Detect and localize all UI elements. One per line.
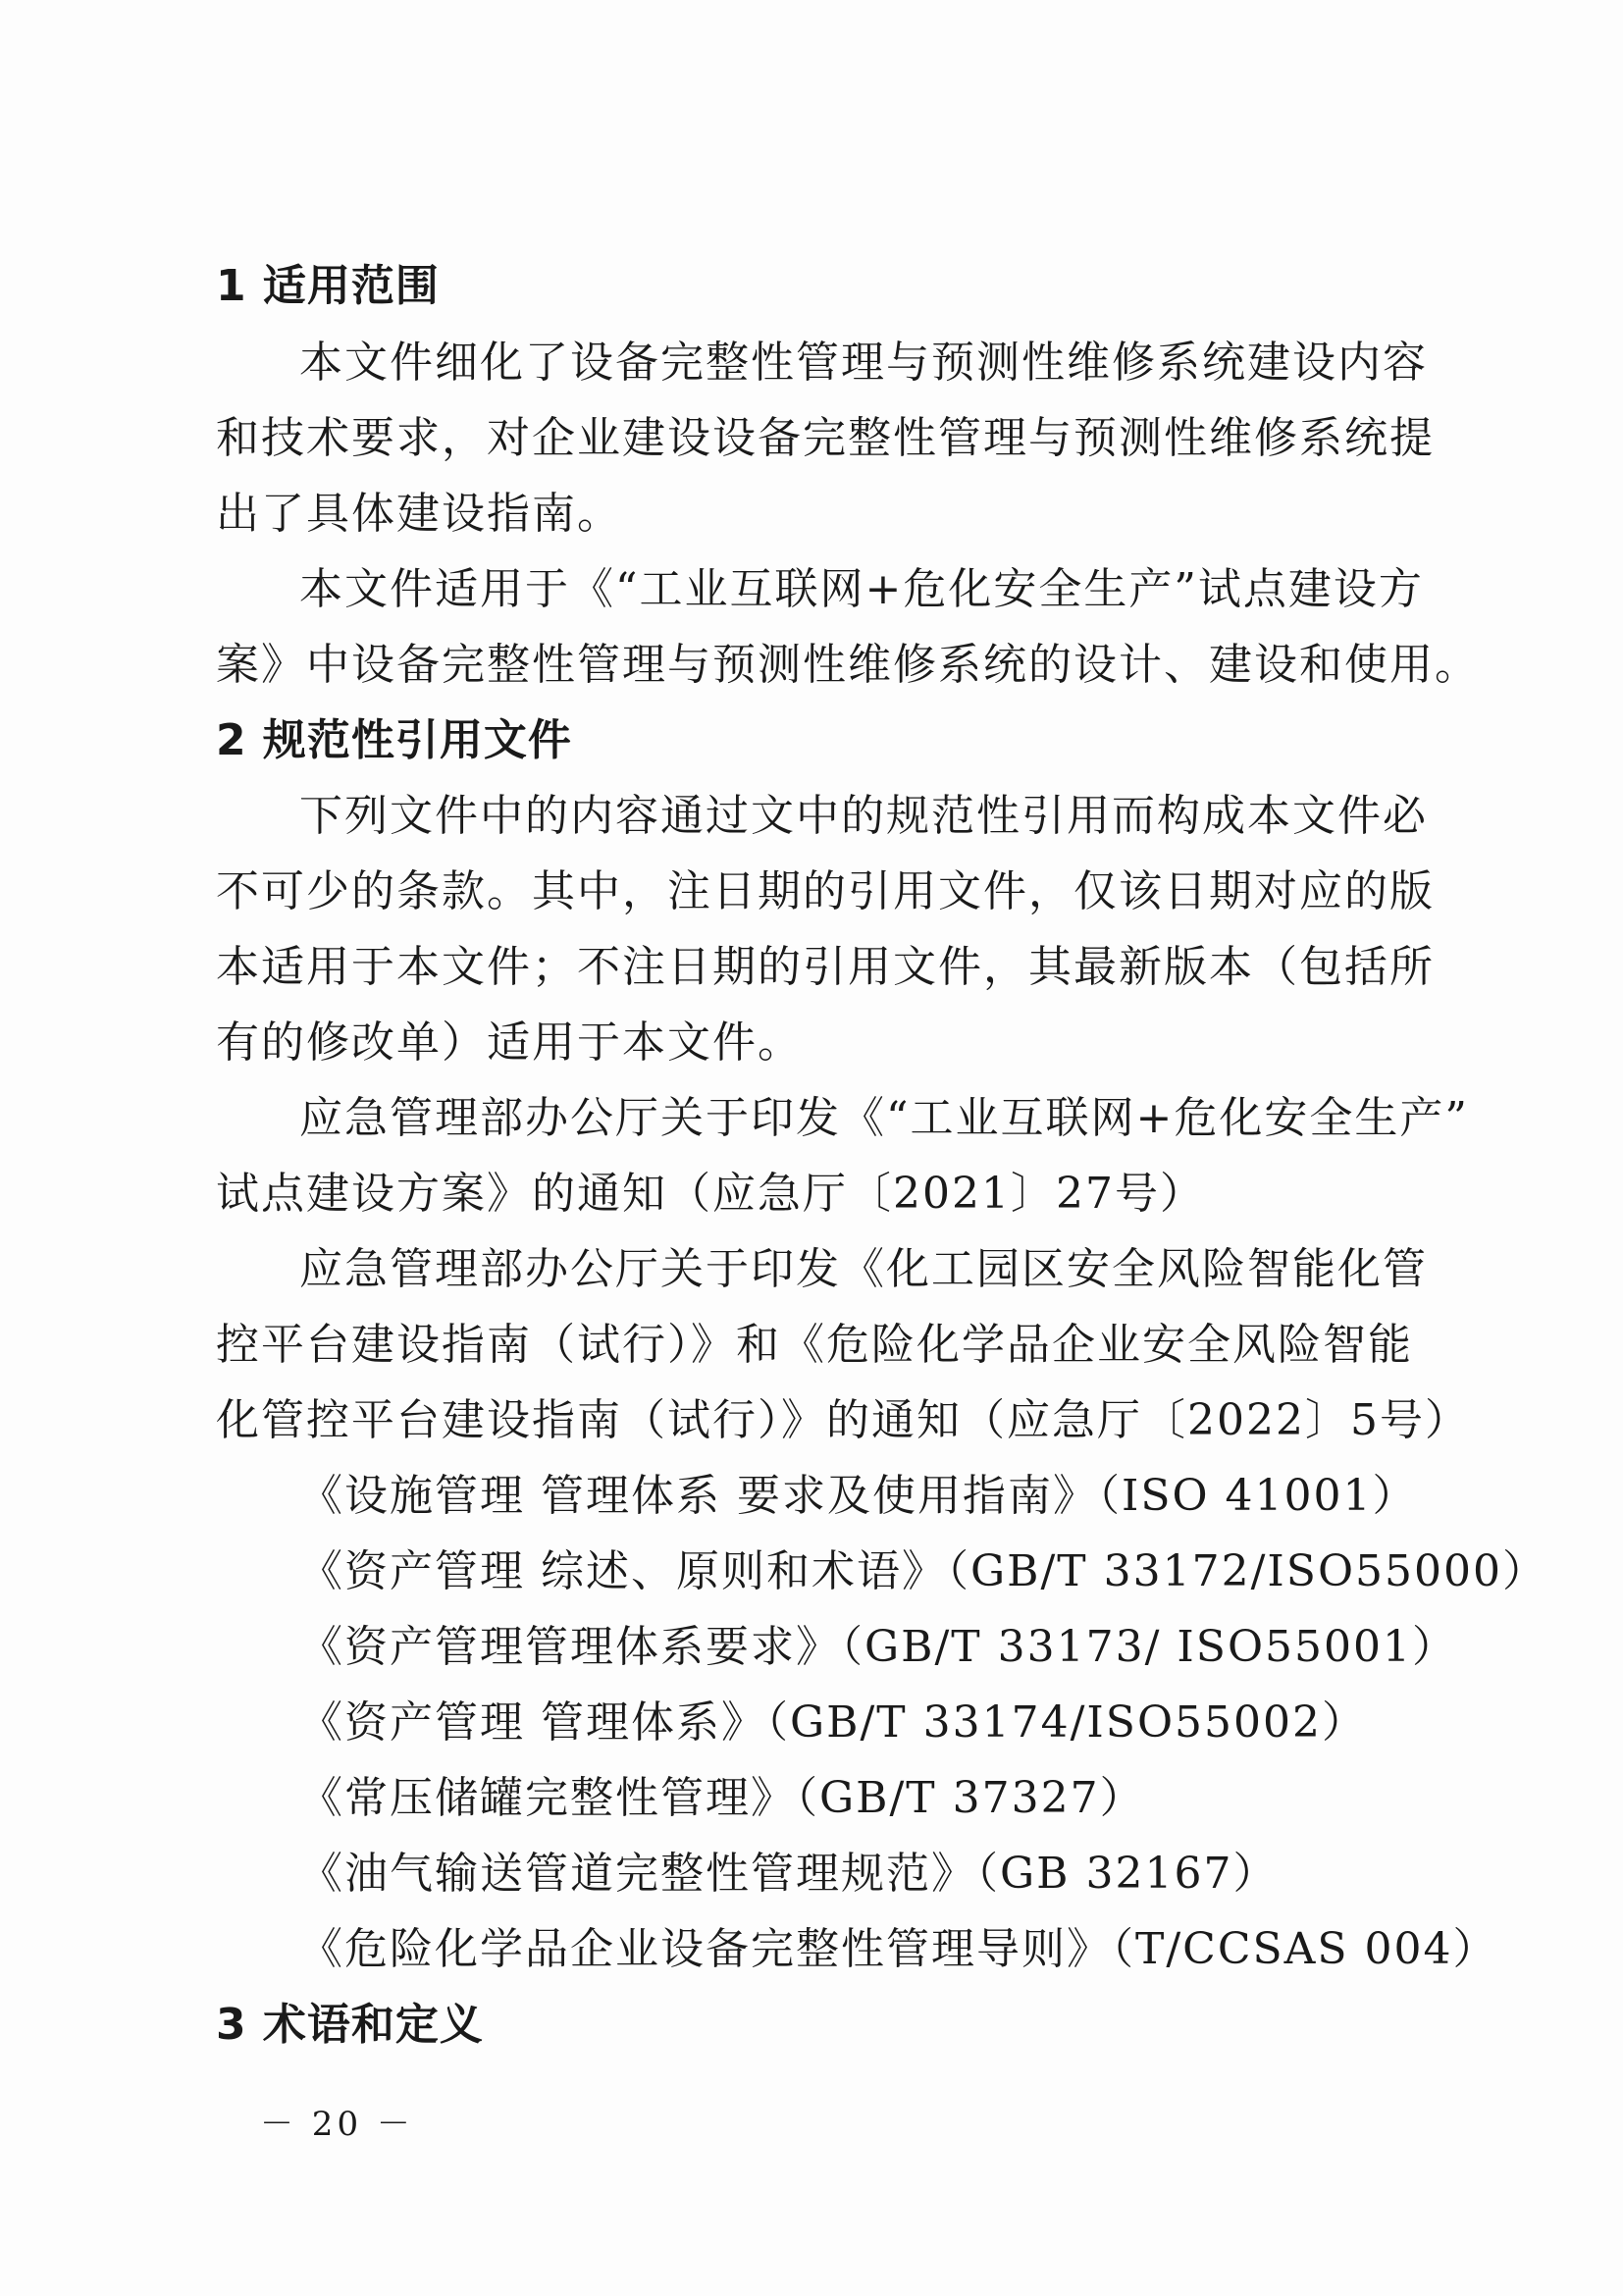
reference-item: 《危险化学品企业设备完整性管理导则》（T/CCSAS 004） [299,1924,1498,1974]
section-heading-terms-definitions: 3 术语和定义 [216,2000,484,2050]
paragraph-line: 应急管理部办公厅关于印发《化工园区安全风险智能化管 [299,1244,1428,1294]
paragraph-line: 下列文件中的内容通过文中的规范性引用而构成本文件必 [299,791,1428,841]
section-heading-scope: 1 适用范围 [216,261,440,311]
paragraph-line: 出了具体建设指南。 [216,489,622,539]
reference-item: 《资产管理 管理体系》（GB/T 33174/ISO55002） [299,1697,1367,1748]
paragraph-line: 本文件适用于《“工业互联网+危化安全生产”试点建设方 [299,564,1424,614]
reference-item: 《资产管理管理体系要求》（GB/T 33173/ ISO55001） [299,1622,1457,1672]
paragraph-line: 化管控平台建设指南（试行）》的通知（应急厅〔2022〕5号） [216,1395,1470,1445]
reference-item: 《常压储罐完整性管理》（GB/T 37327） [299,1773,1145,1823]
paragraph-line: 不可少的条款。其中，注日期的引用文件，仅该日期对应的版 [216,866,1435,916]
paragraph-line: 控平台建设指南（试行）》和《危险化学品企业安全风险智能 [216,1320,1413,1370]
section-heading-normative-references: 2 规范性引用文件 [216,715,572,765]
reference-item: 《油气输送管道完整性管理规范》（GB 32167） [299,1849,1279,1899]
paragraph-line: 本文件细化了设备完整性管理与预测性维修系统建设内容 [299,338,1428,388]
page-number: － 20 － [260,2105,414,2144]
paragraph-line: 和技术要求，对企业建设设备完整性管理与预测性维修系统提 [216,413,1435,463]
reference-item: 《设施管理 管理体系 要求及使用指南》（ISO 41001） [299,1471,1418,1521]
paragraph-line: 案》中设备完整性管理与预测性维修系统的设计、建设和使用。 [216,640,1480,690]
paragraph-line: 有的修改单）适用于本文件。 [216,1018,803,1068]
paragraph-line: 试点建设方案》的通知（应急厅〔2021〕27号） [216,1169,1205,1219]
reference-item: 《资产管理 综述、原则和术语》（GB/T 33172/ISO55000） [299,1546,1547,1596]
paragraph-line: 本适用于本文件；不注日期的引用文件，其最新版本（包括所 [216,942,1435,992]
paragraph-line: 应急管理部办公厅关于印发《“工业互联网+危化安全生产” [299,1093,1469,1143]
